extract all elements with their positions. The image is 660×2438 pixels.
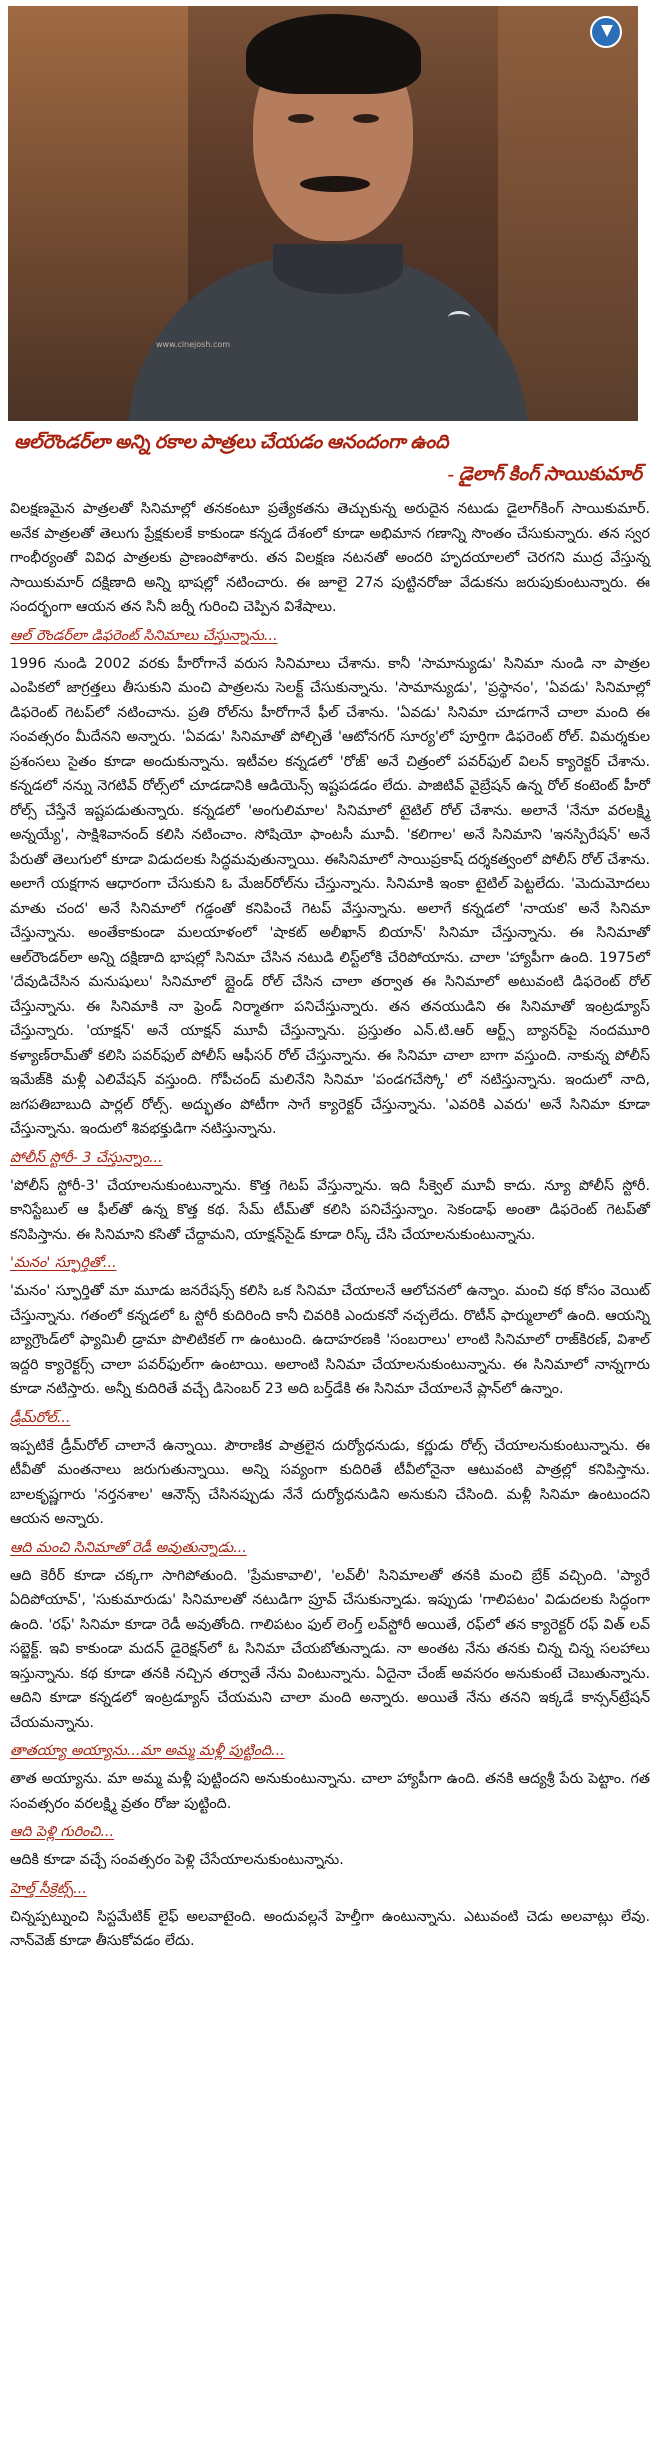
section-heading: డ్రీమ్‌రోల్... bbox=[10, 1409, 71, 1426]
photo-moustache bbox=[300, 176, 370, 192]
photo-eye-left bbox=[288, 114, 314, 123]
article-paragraph: విలక్షణమైన పాత్రలతో సినిమాల్లో తనకంటూ ప్రత్యేకతను తెచ్చుకున్న అరుదైన నటుడు డైలాగ్‌కింగ్ సాయికుమార్. అనేక పాత్రలతో తెలుగు ప్రేక్షకులకే కాకుండా కన్నడ దేశంలో కూడా అభిమాన గణాన్ని సొంతం చేసుకున్నారు. తన స్వర గాంభీర్యంతో వివిధ పాత్రలకు ప్రాణంపోశారు. తన విలక్షణ నటనతో అందరి హృదయాలలో చెరగని ముద్ర వేస్తున్న సాయికుమార్ దక్షిణాది అన్ని భాషల్లో నటించారు. ఈ జూలై 27న పుట్టినరోజు వేడుకను జరుపుకుంటున్నారు. ఈ సందర్భంగా ఆయన తన సినీ జర్నీ గురించి చెప్పిన విశేషాలు. bbox=[10, 501, 650, 615]
article-paragraph: చిన్నప్పట్నుంచి సిస్టమేటిక్ లైఫ్ అలవాటైంది. అందువల్లనే హెల్తీగా ఉంటున్నాను. ఎటువంటి చెడు అలవాట్లు లేవు. నాన్‌వెజ్ కూడా తీసుకోవడం లేదు. bbox=[10, 1908, 650, 1949]
photo-collar bbox=[273, 244, 403, 294]
article-paragraph: 1996 నుండి 2002 వరకు హీరోగానే వరుస సినిమాలు చేశాను. కానీ 'సామాన్యుడు' సినిమా నుండి నా పాత్రల ఎంపికలో జాగ్రత్తలు తీసుకుని మంచి పాత్రలను సెలక్ట్ చేసుకున్నాను. 'సామాన్యుడు', 'ప్రస్థానం', 'ఏవడు' సినిమాల్లో డిఫరెంట్ గెటప్‌లో నటించాను. ప్రతి రోల్‌ను హీరోగానే ఫీల్ చేశాను. 'ఏవడు' సినిమా చూడగానే చాలా మంది ఈ సంవత్సరం మీదేనని అన్నారు. 'ఏవడు' సినిమాతో పోల్చితే 'ఆటోనగర్ సూర్య'లో పూర్తిగా డిఫరెంట్ రోల్. విమర్శకుల ప్రశంసలు సైతం కూడా అందుకున్నాను. ఇటీవల కన్నడలో 'రోజ్' అనే చిత్రంలో పవర్‌ఫుల్ విలన్ క్యారెక్టర్ చేశాను. కన్నడలో నన్ను నెగటివ్ రోల్స్‌లో చూడడానికి ఆడియెన్స్ ఇష్టపడడం లేదు. పాజిటివ్ వైబ్రేషన్ ఉన్న రోల్ కంటెంట్ హీరో రోల్స్ చేస్తేనే ఇష్టపడుతున్నారు. కన్నడలో 'అంగులిమాల' సినిమాలో టైటిల్ రోల్ చేశాను. అలానే 'నేనూ వరలక్ష్మి అన్నయ్యే', సాక్షిశివానంద్ కలిసి నటించాం. సోషియో ఫాంటసీ మూవీ. 'కలిగాల' అనే సినిమాని 'ఇనస్పిరేషన్' అనే పేరుతో తెలుగులో కూడా విడుదలకు సిద్ధమవుతున్నాయి. ఈసినిమాలో సాయిప్రకాష్ దర్శకత్వంలో పోలీస్ రోల్ చేశాను. అలాగే యక్షగాన ఆధారంగా చేసుకుని ఓ మేజర్‌రోల్‌ను చేస్తున్నాను. సినిమాకి ఇంకా టైటిల్ పెట్టలేదు. 'మెదుమోదలు మాతు చంద' అనే సినిమాలో గడ్డంతో కనిపించే గెటప్ వేస్తున్నాను. అలాగే కన్నడలో 'నాయక' అనే సినిమా చేస్తున్నాను. అంతేకాకుండా మలయాళంలో 'షాకట్ అలీఖాన్ బియాన్' సినిమా చేస్తున్నాను. ఈ సినిమాతో ఆల్‌రౌండర్‌లా అన్ని దక్షిణాది భాషల్లో సినిమా చేసిన నటుడి లిస్ట్‌లోకి చేరిపోయాను. చాలా 'హ్యాపీగా ఉంది. 1975లో 'దేవుడిచేసిన మనుషులు' సినిమాలో బ్లైండ్ రోల్ చేసిన చాలా తర్వాత ఈ సినిమాలో అటువంటి డిఫరెంట్ రోల్ చేస్తున్నాను. ఈ సినిమాకి నా ఫ్రెండ్ నిర్మాతగా పనిచేస్తున్నారు. తన తనయుడిని ఈ సినిమాతో ఇంట్రడ్యూస్ చేస్తున్నారు. 'యాక్షన్' అనే యాక్షన్ మూవీ చేస్తున్నాను. ప్రస్తుతం ఎన్.టి.ఆర్ ఆర్ట్స్ బ్యానర్‌పై నందమూరి కళ్యాణ్‌రామ్‌తో కలిసి పవర్‌ఫుల్ పోలీస్ ఆఫీసర్ రోల్ చేస్తున్నాను. ఈ సినిమా చాలా బాగా వస్తుంది. నాకున్న పోలీస్ ఇమేజ్‌కి మళ్లీ ఎలివేషన్ వస్తుంది. గోపీచంద్ మలినేని సినిమా 'పండగచేస్కో' లో నటిస్తున్నాను. ఇందులో నాది, జగపతిబాబుది పార్లల్ రోల్స్. అద్భుతం పోటీగా సాగే క్యారెక్టర్ చేస్తున్నాను. 'ఎవరికి ఎవరు' అనే సినిమా కూడా చేస్తున్నాను. ఇందులో శివభక్తుడిగా నటిస్తున్నాను. bbox=[10, 655, 650, 1137]
site-logo-icon bbox=[590, 16, 622, 48]
article-paragraph: 'పోలీస్ స్టోరీ-3' చేయాలనుకుంటున్నాను. కొత్త గెటప్ వేస్తున్నాను. ఇది సీక్వెల్ మూవీ కాదు. న్యూ పోలీస్ స్టోరీ. కానిస్టేబుల్ ఆ ఫీల్‌తో ఉన్న కొత్త కథ. సేమ్ టీమ్‌తో కలిసి పనిచేస్తున్నాం. సెకండాఫ్ అంతా డిఫరెంట్ గెటప్‌తో కనిపిస్తాను. ఈ సినిమాని కసితో చేద్దామని, యాక్షన్‌సైడ్ కూడా రిస్క్ చేసి చేయాలనుకుంటున్నాను. bbox=[10, 1177, 650, 1243]
section-heading: ఆది పెళ్లి గురించి... bbox=[10, 1824, 114, 1840]
article-body bbox=[10, 497, 650, 1958]
section-heading: 'మనం' స్ఫూర్తితో... bbox=[10, 1255, 117, 1271]
section-heading: పోలీస్ స్టోరీ- 3 చేస్తున్నాం... bbox=[10, 1149, 163, 1166]
article-paragraph: ఆదికి కూడా వచ్చే సంవత్సరం పెళ్లి చేసేయాలనుకుంటున్నాను. bbox=[10, 1852, 344, 1868]
section-heading: హెల్త్ సీక్రెట్స్... bbox=[10, 1880, 87, 1897]
section-heading: ఆల్ రౌండర్‌లా డిఫరెంట్ సినిమాలు చేస్తున్నాను... bbox=[10, 627, 278, 644]
article-paragraph: ఆది కెరీర్ కూడా చక్కగా సాగిపోతుంది. 'ప్రేమకావాలి', 'లవ్‌లీ' సినిమాలతో తనకి మంచి బ్రేక్ వచ్చింది. 'ప్యారే ఏదిపోయావ్', 'సుకుమారుడు' సినిమాలతో నటుడిగా ప్రూవ్ చేసుకున్నాడు. ఇప్పుడు 'గాలిపటం' విడుదలకు సిద్ధంగా ఉంది. 'రఫ్' సినిమా కూడా రెడీ అవుతోంది. గాలిపటం ఫుల్ లెంగ్త్ లవ్‌స్టోరీ అయితే, రఫ్‌లో తన క్యారెక్టర్ రఫ్ విత్ లవ్ సబ్జెక్ట్. ఇవి కాకుండా మదన్ డైరెక్షన్‌లో ఓ సినిమా చేయబోతున్నాడు. నా అంతట నేను తనకు చిన్న చిన్న సలహాలు ఇస్తున్నాను. కథ కూడా తనకి నచ్చిన తర్వాతే నేను వింటున్నాను. ఏదైనా చేంజ్ అవసరం అనుకుంటే చెబుతున్నాను. ఆదిని కూడా కన్నడలో ఇంట్రడ్యూస్ చేయమని చాలా మంది అన్నారు. అయితే నేను తనని ఇక్కడే కాన్సన్‌ట్రేషన్ చేయమన్నాను. bbox=[10, 1567, 650, 1731]
shirt-logo-icon bbox=[448, 311, 470, 324]
photo-watermark: www.cinejosh.com bbox=[156, 340, 231, 349]
article-paragraph: తాత అయ్యాను. మా అమ్మ మళ్లీ పుట్టిందని అనుకుంటున్నాను. చాలా హ్యాపీగా ఉంది. తనకి ఆద్యశ్రీ పేరు పెట్టాం. గత సంవత్సరం వరలక్ష్మి వ్రతం రోజు పుట్టింది. bbox=[10, 1771, 650, 1812]
section-heading: ఆది మంచి సినిమాతో రెడీ అవుతున్నాడు... bbox=[10, 1539, 247, 1556]
article-headline: ఆల్‌రౌండర్‌లా అన్ని రకాల పాత్రలు చేయడం ఆనందంగా ఉంది bbox=[14, 432, 449, 453]
photo-eye-right bbox=[353, 114, 379, 123]
article-paragraph: ఇప్పటికే డ్రీమ్‌రోల్ చాలానే ఉన్నాయి. పౌరాణిక పాత్రలైన దుర్యోధనుడు, కర్ణుడు రోల్స్ చేయాలనుకుంటున్నాను. ఈ టీవీతో మంతనాలు జరుగుతున్నాయి. అన్ని సవ్యంగా కుదిరితే టీవీలోనైనా ఆటువంటి పాత్రల్లో కనిపిస్తాను. బాలకృష్ణగారు 'నర్తనశాల' ఆనౌన్స్ చేసినప్పుడు నేనే దుర్యోధనుడిని అనుకుని చేసింది. మళ్లీ సినిమా ఉంటుందని ఆయన అన్నారు. bbox=[10, 1437, 650, 1527]
hero-photo bbox=[8, 6, 638, 421]
photo-hair bbox=[246, 14, 421, 94]
article-byline: - డైలాగ్ కింగ్ సాయికుమార్ bbox=[447, 464, 642, 485]
section-heading: తాతయ్యా అయ్యాను...మా అమ్మ మళ్లీ పుట్టింది... bbox=[10, 1743, 285, 1759]
article-paragraph: 'మనం' స్ఫూర్తితో మా మూడు జనరేషన్స్ కలిసి ఒక సినిమా చేయాలనే ఆలోచనలో ఉన్నాం. మంచి కథ కోసం వెయిట్ చేస్తున్నాను. గతంలో కన్నడలో ఓ స్టోరీ కుదిరింది కానీ చివరికి ఎందుకనో నచ్చలేదు. రొటీన్ ఫార్ములాలో ఉంది. ఆయన్ని బ్యాగ్రౌండ్‌లో ఫ్యామిలీ డ్రామా పొలిటికల్ గా ఉంటుంది. ఉదాహరణకి 'సంబరాలు' లాంటి సినిమాలో రాజ్‌కిరణ్, విశాల్ ఇద్దరి క్యారెక్టర్స్ చాలా పవర్‌ఫుల్‌గా ఉంటాయి. అలాంటి సినిమా చేయాలనుకుంటున్నాను. ఈ సినిమాలో నాన్నగారు కూడా నటిస్తారు. అన్నీ కుదిరితే వచ్చే డిసెంబర్ 23 అది బర్త్‌డేకి ఈ సినిమా చేయాలనే ప్లాన్‌లో ఉన్నాం. bbox=[10, 1283, 650, 1397]
photo-background-right bbox=[498, 6, 638, 421]
